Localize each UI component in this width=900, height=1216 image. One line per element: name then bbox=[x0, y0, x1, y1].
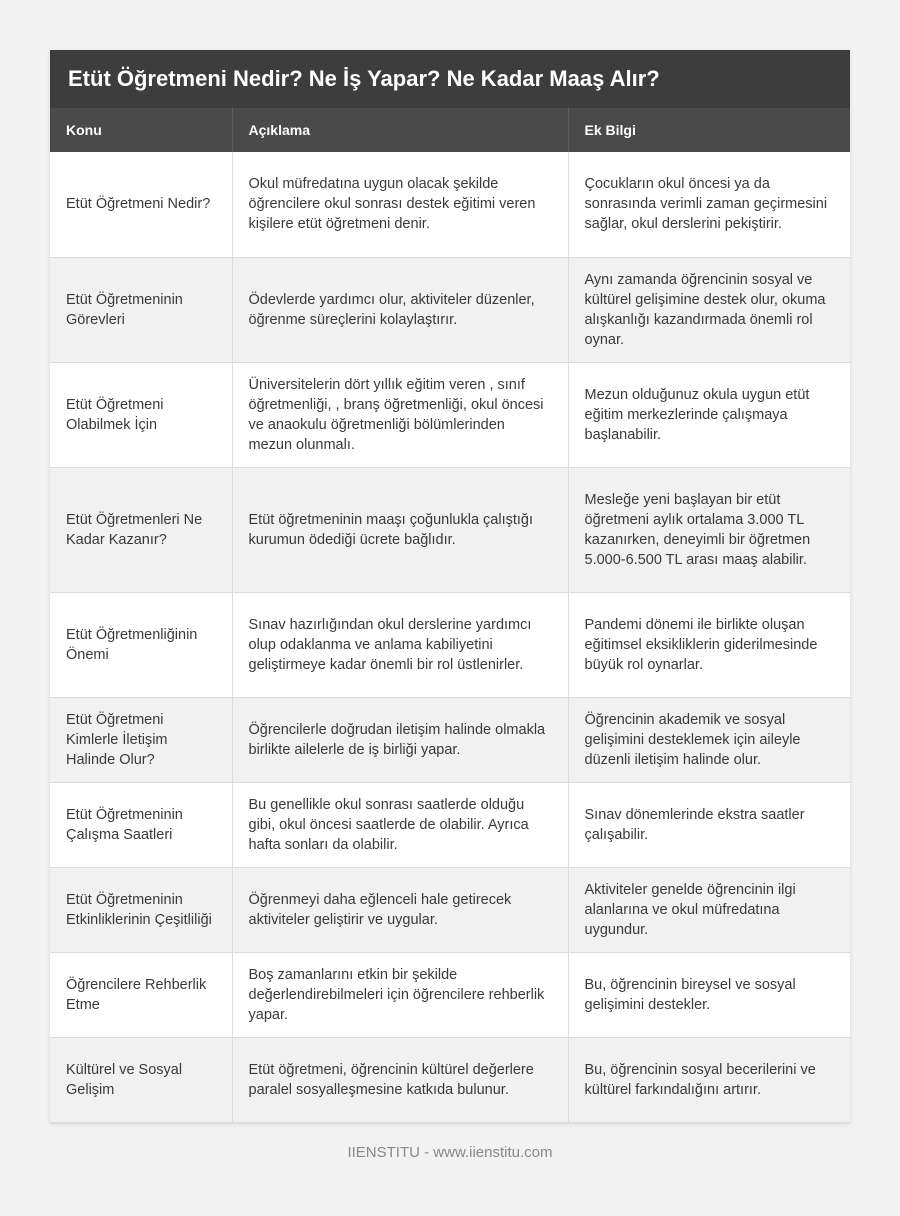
cell-aciklama: Ödevlerde yardımcı olur, aktiviteler düzenler, öğrenme süreçlerini kolaylaştırır. bbox=[232, 257, 568, 362]
cell-konu: Etüt Öğretmeni Nedir? bbox=[50, 152, 232, 257]
cell-konu: Kültürel ve Sosyal Gelişim bbox=[50, 1037, 232, 1122]
cell-ek-bilgi: Mesleğe yeni başlayan bir etüt öğretmeni aylık ortalama 3.000 TL kazanırken, deneyimli bir öğretmen 5.000-6.500 TL arası maaş alabilir. bbox=[568, 467, 850, 592]
column-header-konu: Konu bbox=[50, 108, 232, 152]
footer-credit: IIENSTITU - www.iienstitu.com bbox=[347, 1144, 553, 1161]
cell-aciklama: Bu genellikle okul sonrası saatlerde olduğu gibi, okul öncesi saatlerde de olabilir. Ayrıca hafta sonları da olabilir. bbox=[232, 782, 568, 867]
cell-konu: Etüt Öğretmeninin Etkinliklerinin Çeşitliliği bbox=[50, 867, 232, 952]
cell-konu: Etüt Öğretmeninin Çalışma Saatleri bbox=[50, 782, 232, 867]
info-table bbox=[50, 108, 850, 1123]
cell-aciklama: Etüt öğretmeninin maaşı çoğunlukla çalıştığı kurumun ödediği ücrete bağlıdır. bbox=[232, 467, 568, 592]
cell-ek-bilgi: Çocukların okul öncesi ya da sonrasında verimli zaman geçirmesini sağlar, okul derslerini pekiştirir. bbox=[568, 152, 850, 257]
table-row bbox=[50, 1037, 850, 1122]
table-row bbox=[50, 257, 850, 362]
table-row bbox=[50, 362, 850, 467]
cell-aciklama: Öğrenmeyi daha eğlenceli hale getirecek aktiviteler geliştirir ve uygular. bbox=[232, 867, 568, 952]
cell-ek-bilgi: Öğrencinin akademik ve sosyal gelişimini desteklemek için aileyle düzenli iletişim halinde olur. bbox=[568, 697, 850, 782]
table-row bbox=[50, 467, 850, 592]
page-title: Etüt Öğretmeni Nedir? Ne İş Yapar? Ne Kadar Maaş Alır? bbox=[50, 50, 850, 108]
content-card bbox=[50, 50, 850, 1123]
column-header-ek-bilgi: Ek Bilgi bbox=[568, 108, 850, 152]
cell-ek-bilgi: Mezun olduğunuz okula uygun etüt eğitim merkezlerinde çalışmaya başlanabilir. bbox=[568, 362, 850, 467]
cell-aciklama: Öğrencilerle doğrudan iletişim halinde olmakla birlikte ailelerle de iş birliği yapar. bbox=[232, 697, 568, 782]
cell-ek-bilgi: Bu, öğrencinin sosyal becerilerini ve kültürel farkındalığını artırır. bbox=[568, 1037, 850, 1122]
cell-aciklama: Etüt öğretmeni, öğrencinin kültürel değerlere paralel sosyalleşmesine katkıda bulunur. bbox=[232, 1037, 568, 1122]
table-row bbox=[50, 592, 850, 697]
cell-ek-bilgi: Aktiviteler genelde öğrencinin ilgi alanlarına ve okul müfredatına uygundur. bbox=[568, 867, 850, 952]
cell-konu: Etüt Öğretmeni Olabilmek İçin bbox=[50, 362, 232, 467]
cell-aciklama: Okul müfredatına uygun olacak şekilde öğrencilere okul sonrası destek eğitimi veren kişilere etüt öğretmeni denir. bbox=[232, 152, 568, 257]
cell-konu: Etüt Öğretmeni Kimlerle İletişim Halinde Olur? bbox=[50, 697, 232, 782]
cell-aciklama: Sınav hazırlığından okul derslerine yardımcı olup odaklanma ve anlama kabiliyetini geliştirmeye kadar önemli bir rol üstlenirler. bbox=[232, 592, 568, 697]
cell-konu: Öğrencilere Rehberlik Etme bbox=[50, 952, 232, 1037]
cell-konu: Etüt Öğretmenliğinin Önemi bbox=[50, 592, 232, 697]
cell-konu: Etüt Öğretmeninin Görevleri bbox=[50, 257, 232, 362]
cell-ek-bilgi: Pandemi dönemi ile birlikte oluşan eğitimsel eksikliklerin giderilmesinde büyük rol oynarlar. bbox=[568, 592, 850, 697]
cell-aciklama: Üniversitelerin dört yıllık eğitim veren , sınıf öğretmenliği, , branş öğretmenliği, okul öncesi ve anaokulu öğretmenliği bölümlerinden mezun olunmalı. bbox=[232, 362, 568, 467]
cell-konu: Etüt Öğretmenleri Ne Kadar Kazanır? bbox=[50, 467, 232, 592]
cell-aciklama: Boş zamanlarını etkin bir şekilde değerlendirebilmeleri için öğrencilere rehberlik yapar. bbox=[232, 952, 568, 1037]
table-header-row bbox=[50, 108, 850, 152]
column-header-aciklama: Açıklama bbox=[232, 108, 568, 152]
table-row bbox=[50, 952, 850, 1037]
table-row bbox=[50, 152, 850, 257]
cell-ek-bilgi: Aynı zamanda öğrencinin sosyal ve kültürel gelişimine destek olur, okuma alışkanlığı kazandırmada önemli rol oynar. bbox=[568, 257, 850, 362]
cell-ek-bilgi: Bu, öğrencinin bireysel ve sosyal gelişimini destekler. bbox=[568, 952, 850, 1037]
table-row bbox=[50, 867, 850, 952]
table-row bbox=[50, 697, 850, 782]
table-row bbox=[50, 782, 850, 867]
cell-ek-bilgi: Sınav dönemlerinde ekstra saatler çalışabilir. bbox=[568, 782, 850, 867]
